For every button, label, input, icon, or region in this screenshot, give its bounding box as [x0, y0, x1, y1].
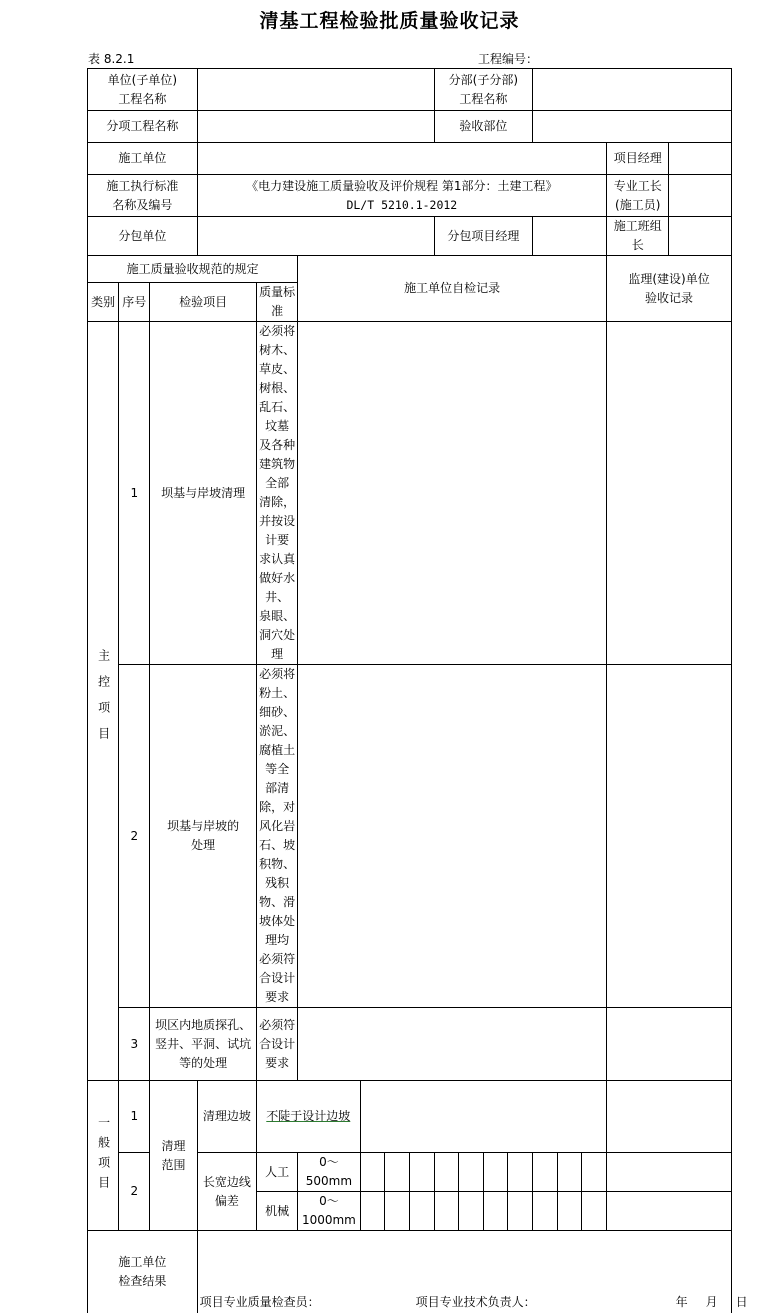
measure-cell[interactable]: [533, 1192, 558, 1231]
item-header: 检验项目: [150, 283, 257, 322]
std-line: 石、坡积物、残积: [259, 838, 296, 890]
std-line: 求认真做好水井、: [259, 552, 296, 604]
general-item-1-seq: 1: [119, 1081, 150, 1153]
main-item-2-standard: [257, 665, 298, 1008]
day-label: 日: [735, 1294, 748, 1309]
main-item-1-self-check[interactable]: [298, 322, 607, 665]
page-title: 清基工程检验批质量验收记录: [259, 10, 520, 32]
general-item-2-method-machine: 机械: [257, 1192, 298, 1231]
general-item-2-name-line2: 偏差: [214, 1193, 239, 1208]
std-line: 必须符合设计要求: [259, 1017, 296, 1070]
main-item-2-name: [150, 665, 257, 1008]
construction-unit-value[interactable]: [197, 143, 606, 175]
measure-cell[interactable]: [434, 1153, 459, 1192]
foreman-label-line1: 专业工长: [613, 178, 662, 193]
general-item-1-standard: [257, 1081, 361, 1153]
main-items-category: [88, 322, 119, 1081]
unit-name-label-line1: 单位(子单位): [107, 72, 178, 87]
main-item-3-name-line1: 坝区内地质探孔、: [155, 1017, 252, 1032]
general-item-2-range-machine: 0～1000mm: [298, 1192, 360, 1231]
spec-header: 施工质量验收规范的规定: [88, 256, 298, 283]
subdivision-name-label: [434, 69, 533, 111]
self-check-header: 施工单位自检记录: [298, 256, 607, 322]
result-label: [88, 1231, 198, 1313]
std-line: 泉眼、洞穴处理: [259, 609, 296, 661]
acceptance-part-label: 验收部位: [434, 111, 533, 143]
subdivision-name-value[interactable]: [533, 69, 732, 111]
standard-value-code: DL/T 5210.1-2012: [346, 197, 458, 212]
unit-name-value[interactable]: [197, 69, 434, 111]
measure-cell[interactable]: [459, 1192, 484, 1231]
acceptance-part-value[interactable]: [533, 111, 732, 143]
result-area[interactable]: [197, 1231, 748, 1313]
general-item-2-range-manual: 0～500mm: [298, 1153, 360, 1192]
sub-pm-label: 分包项目经理: [434, 217, 533, 256]
main-item-1-supervision[interactable]: [607, 322, 732, 665]
month-label: 月: [705, 1294, 718, 1309]
category-header: 类别: [88, 283, 119, 322]
result-label-line2: 检查结果: [118, 1273, 167, 1288]
supervision-header-line2: 验收记录: [645, 290, 694, 305]
general-item-1-self-check[interactable]: [360, 1081, 606, 1153]
project-number-label: 工程编号：: [478, 52, 539, 66]
std-line: 必须将粉土、细砂、: [259, 667, 296, 719]
measure-cell[interactable]: [409, 1192, 434, 1231]
std-line: 物、滑坡体处理均: [259, 895, 296, 947]
measure-cell[interactable]: [409, 1153, 434, 1192]
general-item-2-seq: 2: [119, 1153, 150, 1231]
measure-cell[interactable]: [557, 1153, 582, 1192]
measure-cell[interactable]: [582, 1153, 607, 1192]
std-line: 必须符合设计要求: [259, 952, 296, 1004]
qc-inspector-label: 项目专业质量检查员：: [199, 1294, 320, 1309]
main-item-3-supervision[interactable]: [607, 1008, 732, 1081]
measure-cell[interactable]: [557, 1192, 582, 1231]
general-items-category-text: 一般项目: [96, 1115, 111, 1196]
main-item-3-name-line3: 等的处理: [179, 1055, 228, 1070]
main-item-2-self-check[interactable]: [298, 665, 607, 1008]
unit-name-label: [88, 69, 198, 111]
general-items-category: [88, 1081, 119, 1231]
measure-cell[interactable]: [483, 1153, 508, 1192]
general-item-1-standard-text: 不陡于设计边坡: [266, 1109, 351, 1123]
main-item-3-seq: 3: [119, 1008, 150, 1081]
main-item-2-name-line2: 处理: [191, 838, 216, 852]
general-item-2-supervision-machine[interactable]: [607, 1192, 732, 1231]
project-manager-value[interactable]: [669, 143, 732, 175]
team-leader-value[interactable]: [669, 217, 732, 256]
std-line: 树根、乱石、坟墓: [259, 381, 296, 433]
main-item-2-name-line1: 坝基与岸坡的: [167, 819, 240, 833]
main-item-1-name-text: 坝基与岸坡清理: [161, 485, 246, 500]
main-item-1-standard: [257, 322, 298, 665]
subcontractor-label: 分包单位: [88, 217, 198, 256]
main-item-1-seq: 1: [119, 322, 150, 665]
measure-cell[interactable]: [508, 1153, 533, 1192]
general-items-group: [150, 1081, 197, 1231]
construction-unit-label: 施工单位: [88, 143, 198, 175]
main-item-1-name: [150, 322, 257, 665]
measure-cell[interactable]: [533, 1153, 558, 1192]
subcontractor-value[interactable]: [197, 217, 434, 256]
main-item-3-self-check[interactable]: [298, 1008, 607, 1081]
standard-label-line1: 施工执行标准: [106, 178, 179, 193]
supervision-header: [607, 256, 732, 322]
main-items-category-text: 主控项目: [96, 649, 111, 753]
general-group-line1: 清理: [161, 1138, 186, 1153]
main-item-3-name: [150, 1008, 257, 1081]
main-item-3-standard: [257, 1008, 298, 1081]
subdivision-label-line2: 工程名称: [459, 91, 508, 106]
std-line: 部清除，对风化岩: [259, 781, 296, 833]
seq-header: 序号: [119, 283, 150, 322]
standard-value: [197, 175, 606, 217]
std-line: 及各种建筑物全部: [259, 438, 296, 490]
quality-std-header: 质量标准: [257, 283, 298, 322]
measure-cell[interactable]: [508, 1192, 533, 1231]
general-item-1-name: 清理边坡: [197, 1081, 256, 1153]
standard-label: [88, 175, 198, 217]
supervision-header-line1: 监理(建设)单位: [628, 271, 710, 286]
general-item-2-name: [197, 1153, 256, 1231]
form-number: 表 8.2.1: [88, 52, 135, 66]
standard-label-line2: 名称及编号: [112, 197, 173, 212]
tech-lead-label: 项目专业技术负责人：: [415, 1294, 536, 1309]
measure-cell[interactable]: [360, 1153, 385, 1192]
foreman-label: [607, 175, 669, 217]
measure-cell[interactable]: [385, 1153, 410, 1192]
std-line: 淤泥、腐植土等全: [259, 724, 296, 776]
inspection-record-table: [87, 68, 748, 1313]
general-item-2-name-line1: 长宽边线: [202, 1174, 251, 1189]
foreman-value[interactable]: [669, 175, 732, 217]
subdivision-label-line1: 分部(子分部): [448, 72, 519, 87]
subitem-name-value[interactable]: [197, 111, 434, 143]
std-line: 清除，并按设计要: [259, 495, 296, 547]
standard-value-title: 《电力建设施工质量验收及评价规程 第1部分：土建工程》: [246, 178, 558, 193]
subitem-name-label: 分项工程名称: [88, 111, 198, 143]
project-manager-label: 项目经理: [607, 143, 669, 175]
main-item-3-name-line2: 竖井、平洞、试坑: [155, 1036, 252, 1051]
team-leader-label: 施工班组长: [607, 217, 669, 256]
measure-cell[interactable]: [582, 1192, 607, 1231]
result-label-line1: 施工单位: [118, 1254, 167, 1269]
unit-name-label-line2: 工程名称: [118, 91, 167, 106]
general-item-2-supervision-manual[interactable]: [607, 1153, 732, 1192]
general-item-1-supervision[interactable]: [607, 1081, 732, 1153]
main-item-2-seq: 2: [119, 665, 150, 1008]
std-line: 必须将树木、草皮、: [259, 324, 296, 376]
foreman-label-line2: (施工员): [615, 197, 661, 212]
measure-cell[interactable]: [483, 1192, 508, 1231]
year-label: 年: [675, 1294, 688, 1309]
general-item-2-method-manual: 人工: [257, 1153, 298, 1192]
main-item-2-supervision[interactable]: [607, 665, 732, 1008]
measure-cell[interactable]: [385, 1192, 410, 1231]
measure-cell[interactable]: [459, 1153, 484, 1192]
general-group-line2: 范围: [161, 1157, 186, 1172]
sub-pm-value[interactable]: [533, 217, 607, 256]
measure-cell[interactable]: [360, 1192, 385, 1231]
measure-cell[interactable]: [434, 1192, 459, 1231]
